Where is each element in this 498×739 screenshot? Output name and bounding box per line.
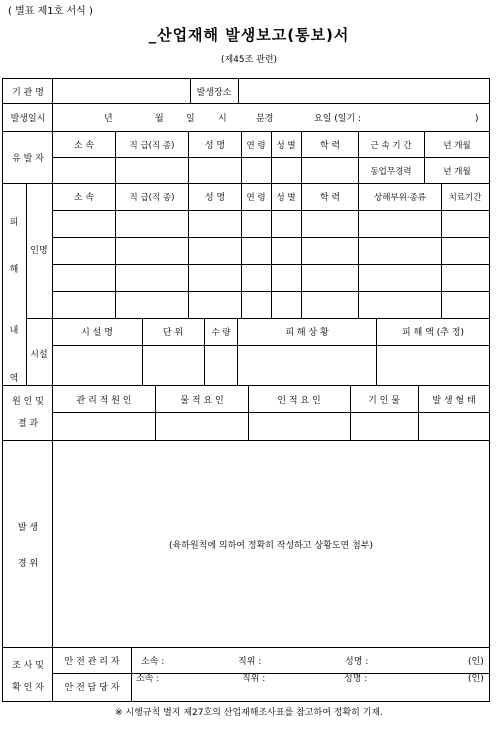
safety-officer-role: 안 전 담 당 자 xyxy=(64,683,120,693)
footer-note: ※ 시행규칙 별지 제27호의 산업재해조사표를 참고하여 정확히 기재. xyxy=(115,708,383,718)
damage-label-char-1: 피 xyxy=(9,218,19,228)
causer-header-edu: 학 력 xyxy=(319,141,341,151)
form-number-label: ( 별표 제1호 서식 ) xyxy=(8,6,93,17)
process-note: (육하원칙에 의하여 정확히 작성하고 상황도면 첨부) xyxy=(169,541,373,551)
facilities-label: 시설 xyxy=(30,350,48,360)
page-subtitle: (제45조 관련) xyxy=(220,55,278,65)
facilities-header-qty: 수 량 xyxy=(211,328,231,338)
damage-label-char-4: 역 xyxy=(9,374,19,384)
safety-manager-seal: (인) xyxy=(468,657,484,667)
weekday-label: 요일 (일기 : xyxy=(314,114,362,124)
day-label: 일 xyxy=(186,114,195,124)
org-name-label: 기 관 명 xyxy=(12,88,44,98)
safety-manager-dept: 소속 : xyxy=(141,657,165,667)
causer-same-job-value: 년 개월 xyxy=(443,167,471,177)
cause-header-mgmt: 관 리 적 원 인 xyxy=(76,396,132,406)
causer-header-name: 성 명 xyxy=(204,141,226,151)
causer-header-rank: 직 급(직 종) xyxy=(129,141,175,151)
safety-officer-dept: 소속 : xyxy=(136,674,160,684)
minute-label: 분경 xyxy=(256,114,274,124)
persons-header-name: 성 명 xyxy=(204,193,226,203)
cause-header-type: 발 생 형 태 xyxy=(432,396,476,406)
damage-label-char-2: 해 xyxy=(9,265,19,275)
safety-officer-rank: 직위 : xyxy=(242,674,266,684)
causer-same-job-label: 동업무경력 xyxy=(370,167,412,177)
investigator-label-2: 확 인 자 xyxy=(12,683,44,693)
damage-label-char-3: 내 xyxy=(9,326,19,336)
facilities-header-status: 피 해 상 황 xyxy=(285,328,329,338)
page-title: _산업재해 발생보고(통보)서 xyxy=(148,26,350,44)
cause-label-2: 결 과 xyxy=(17,419,39,429)
location-label: 발생장소 xyxy=(196,88,232,98)
facilities-header-unit: 단 위 xyxy=(162,328,184,338)
investigator-label-1: 조 사 및 xyxy=(12,661,44,671)
persons-header-edu: 학 력 xyxy=(319,193,341,203)
form-outer-border xyxy=(3,79,490,702)
hour-label: 시 xyxy=(218,114,227,124)
safety-officer-seal: (인) xyxy=(468,674,484,684)
safety-manager-name: 성명 : xyxy=(345,657,369,667)
safety-manager-rank: 직위 : xyxy=(238,657,262,667)
cause-header-human: 인 적 요 인 xyxy=(277,396,321,406)
persons-header-injury: 상해부위·종류 xyxy=(374,193,426,203)
causer-header-tenure: 근 속 기 간 xyxy=(370,141,412,151)
causer-label: 유 발 자 xyxy=(12,154,44,164)
persons-header-treatment: 치료기간 xyxy=(448,193,482,203)
causer-header-sex: 성 별 xyxy=(276,141,296,151)
causer-header-dept: 소 속 xyxy=(73,141,95,151)
process-label-2: 경 위 xyxy=(17,559,39,569)
year-label: 년 xyxy=(104,114,113,124)
cause-header-agent: 기 인 물 xyxy=(368,396,400,406)
safety-manager-role: 안 전 관 리 자 xyxy=(64,657,120,667)
cause-label-1: 원 인 및 xyxy=(12,397,44,407)
process-label-1: 발 생 xyxy=(17,523,39,533)
month-label: 월 xyxy=(155,114,164,124)
persons-header-sex: 성 별 xyxy=(276,193,296,203)
causer-tenure-value: 년 개월 xyxy=(443,141,471,151)
persons-header-age: 연 령 xyxy=(246,193,266,203)
causer-header-age: 연 령 xyxy=(246,141,266,151)
cause-header-material: 물 적 요 인 xyxy=(180,396,224,406)
persons-header-dept: 소 속 xyxy=(73,193,95,203)
persons-header-rank: 직 급(직 종) xyxy=(129,193,175,203)
persons-label: 인명 xyxy=(30,246,48,256)
safety-officer-name: 성명 : xyxy=(344,674,368,684)
occur-time-label: 발생일시 xyxy=(10,114,46,124)
facilities-header-amount: 피 해 액 (추 정) xyxy=(402,328,464,338)
weekday-close: ) xyxy=(475,114,479,124)
facilities-header-name: 시 설 명 xyxy=(81,328,113,338)
